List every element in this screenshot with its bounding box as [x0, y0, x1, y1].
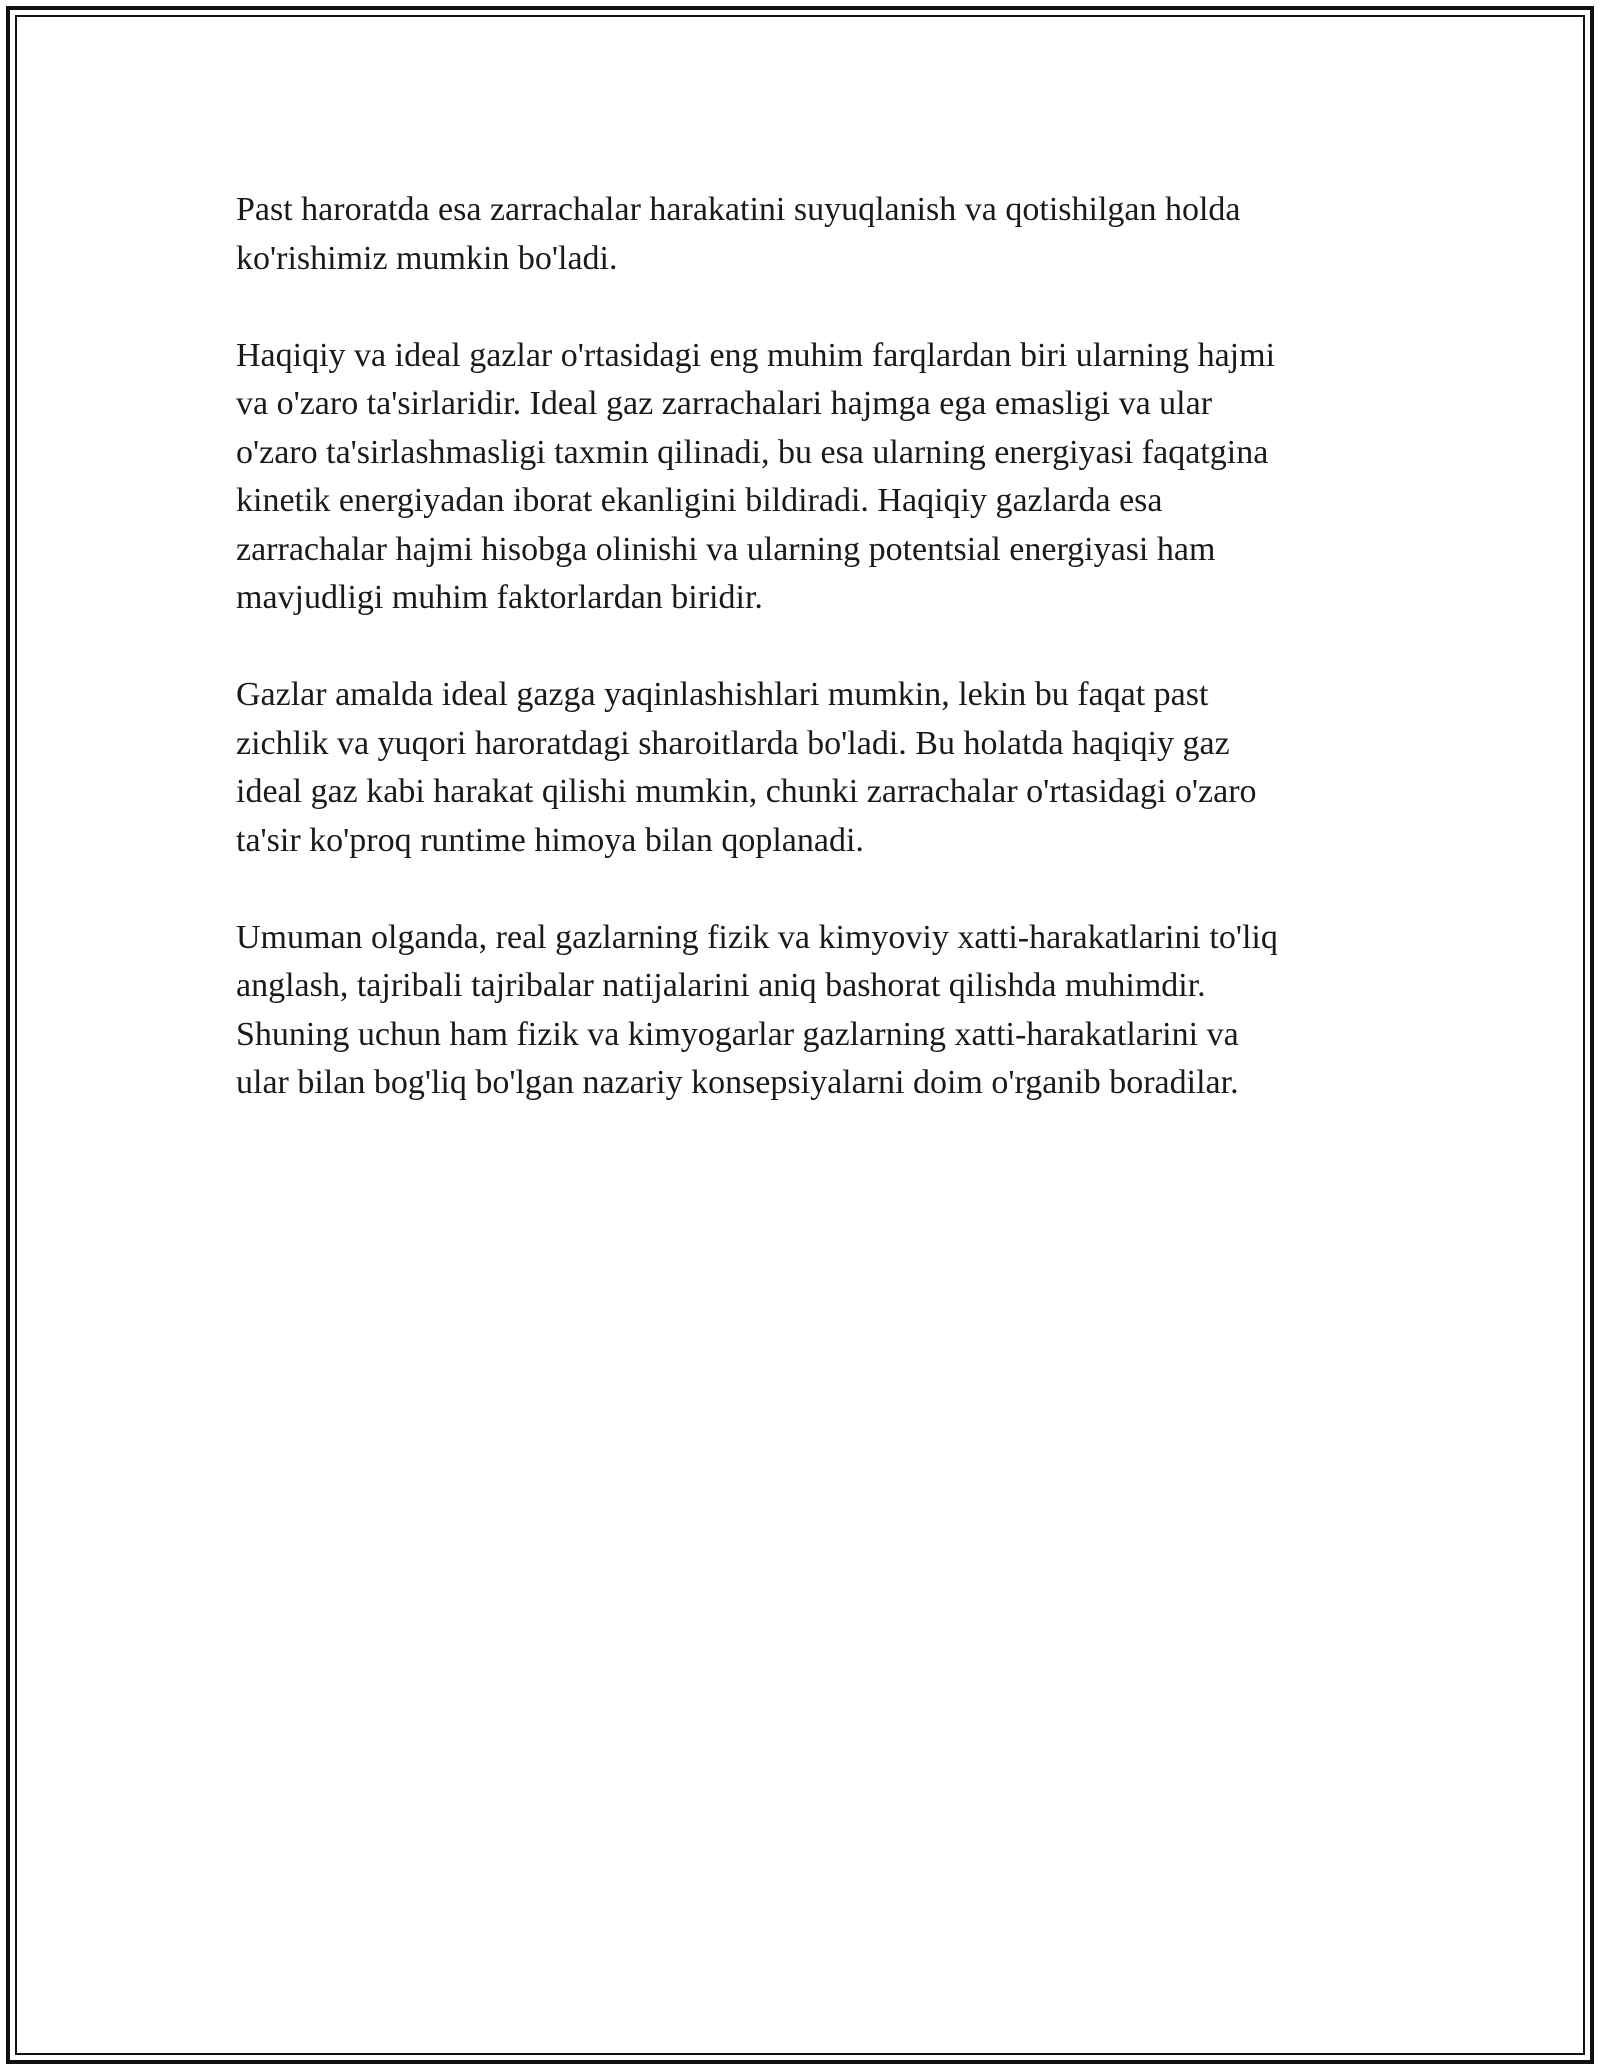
paragraph: Gazlar amalda ideal gazga yaqinlashishlari mumkin, lekin bu faqat past zichlik va yuqori haroratdagi sharoitlarda bo'ladi. Bu holatda haqiqiy gaz ideal gaz kabi harakat qilishi mumkin, chunki zarrachalar o'rtasidagi o'zaro ta'sir ko'proq runtime himoya bilan qoplanadi.	[236, 676, 1257, 859]
paragraph: Haqiqiy va ideal gazlar o'rtasidagi eng muhim farqlardan biri ularning hajmi va o'zaro ta'sirlaridir. Ideal gaz zarrachalari hajmga ega emasligi va ular o'zaro ta'sirlashmasligi taxmin qilinadi, bu esa ularning energiyasi faqatgina kinetik energiyadan iborat ekanligini bildiradi. Haqiqiy gazlarda esa zarrachalar hajmi hisobga olinishi va ularning potentsial energiyasi ham mavjudligi muhim faktorlardan biridir.	[236, 336, 1276, 616]
document-body	[236, 186, 1366, 1156]
paragraph: Umuman olganda, real gazlarning fizik va kimyoviy xatti-harakatlarini to'liq anglash, tajribali tajribalar natijalarini aniq bashorat qilishda muhimdir. Shuning uchun ham fizik va kimyogarlar gazlarning xatti-harakatlarini va ular bilan bog'liq bo'lgan nazariy konsepsiyalarni doim o'rganib boradilar.	[236, 918, 1278, 1101]
paragraph: Past haroratda esa zarrachalar harakatini suyuqlanish va qotishilgan holda ko'rishimiz mumkin bo'ladi.	[236, 191, 1241, 277]
